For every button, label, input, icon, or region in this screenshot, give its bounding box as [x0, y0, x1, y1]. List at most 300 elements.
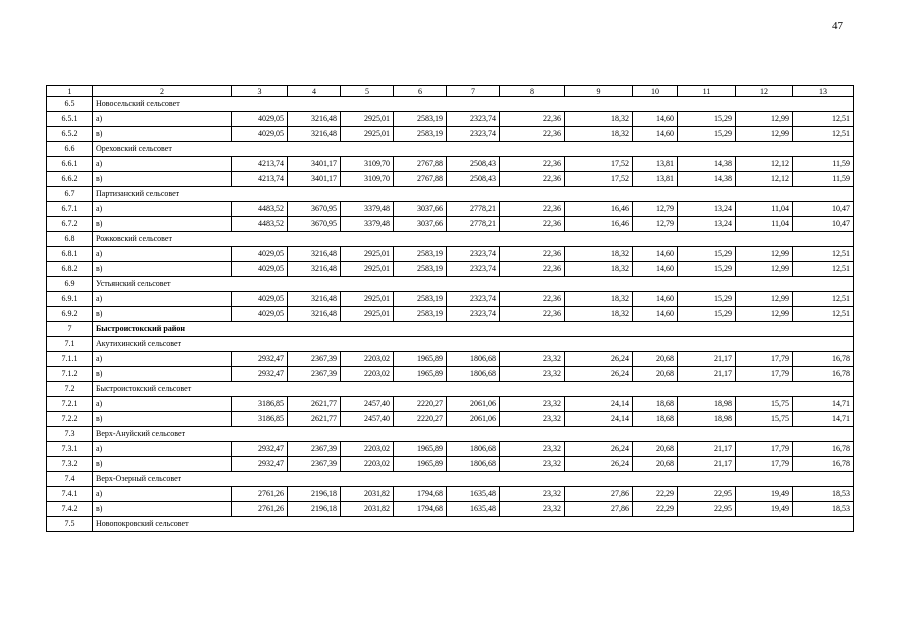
- page-number: 47: [832, 20, 843, 32]
- column-number: 5: [341, 86, 394, 97]
- value-cell: 3401,17: [288, 172, 341, 187]
- value-cell: 15,75: [736, 412, 793, 427]
- value-cell: 13,81: [633, 157, 678, 172]
- value-cell: 4483,52: [232, 202, 288, 217]
- column-number: 3: [232, 86, 288, 97]
- value-cell: 12,99: [736, 112, 793, 127]
- value-cell: 12,99: [736, 292, 793, 307]
- value-cell: 18,32: [565, 262, 633, 277]
- value-cell: 17,52: [565, 157, 633, 172]
- row-label: а): [93, 292, 232, 307]
- value-cell: 3216,48: [288, 247, 341, 262]
- value-cell: 18,53: [793, 502, 854, 517]
- row-label: в): [93, 367, 232, 382]
- section-title: Новосельский сельсовет: [93, 97, 854, 112]
- row-label: а): [93, 202, 232, 217]
- value-cell: 1965,89: [394, 352, 447, 367]
- value-cell: 3401,17: [288, 157, 341, 172]
- column-number: 12: [736, 86, 793, 97]
- district-row: [47, 322, 854, 337]
- value-cell: 22,36: [500, 127, 565, 142]
- table-row: [47, 412, 854, 427]
- value-cell: 26,24: [565, 367, 633, 382]
- value-cell: 1965,89: [394, 367, 447, 382]
- value-cell: 11,04: [736, 202, 793, 217]
- value-cell: 2583,19: [394, 292, 447, 307]
- row-code: 7.1.2: [47, 367, 93, 382]
- section-row: [47, 472, 854, 487]
- value-cell: 22,29: [633, 487, 678, 502]
- column-number: 8: [500, 86, 565, 97]
- value-cell: 18,98: [678, 412, 736, 427]
- table-row: [47, 112, 854, 127]
- row-code: 7.1.1: [47, 352, 93, 367]
- value-cell: 13,81: [633, 172, 678, 187]
- value-cell: 18,68: [633, 412, 678, 427]
- section-title: Рожковский сельсовет: [93, 232, 854, 247]
- table-row: [47, 172, 854, 187]
- value-cell: 14,60: [633, 307, 678, 322]
- value-cell: 17,79: [736, 367, 793, 382]
- value-cell: 12,51: [793, 112, 854, 127]
- value-cell: 14,71: [793, 397, 854, 412]
- value-cell: 16,78: [793, 457, 854, 472]
- value-cell: 2508,43: [447, 172, 500, 187]
- value-cell: 26,24: [565, 442, 633, 457]
- value-cell: 15,75: [736, 397, 793, 412]
- table-row: [47, 247, 854, 262]
- value-cell: 2323,74: [447, 262, 500, 277]
- value-cell: 16,78: [793, 367, 854, 382]
- value-cell: 12,51: [793, 262, 854, 277]
- section-title: Быстроистокский район: [93, 322, 854, 337]
- value-cell: 2220,27: [394, 412, 447, 427]
- value-cell: 3216,48: [288, 127, 341, 142]
- value-cell: 4029,05: [232, 112, 288, 127]
- value-cell: 3216,48: [288, 292, 341, 307]
- value-cell: 3216,48: [288, 112, 341, 127]
- value-cell: 22,36: [500, 262, 565, 277]
- row-code: 6.6.1: [47, 157, 93, 172]
- value-cell: 11,59: [793, 172, 854, 187]
- value-cell: 4029,05: [232, 292, 288, 307]
- column-number: 4: [288, 86, 341, 97]
- value-cell: 10,47: [793, 202, 854, 217]
- value-cell: 24,14: [565, 397, 633, 412]
- value-cell: 15,29: [678, 127, 736, 142]
- value-cell: 13,24: [678, 202, 736, 217]
- value-cell: 18,32: [565, 307, 633, 322]
- value-cell: 2932,47: [232, 367, 288, 382]
- section-title: Новопокровский сельсовет: [93, 517, 854, 532]
- value-cell: 12,79: [633, 217, 678, 232]
- value-cell: 2932,47: [232, 352, 288, 367]
- value-cell: 3186,85: [232, 397, 288, 412]
- value-cell: 22,36: [500, 157, 565, 172]
- value-cell: 12,12: [736, 172, 793, 187]
- value-cell: 15,29: [678, 112, 736, 127]
- value-cell: 2457,40: [341, 412, 394, 427]
- row-label: в): [93, 502, 232, 517]
- value-cell: 15,29: [678, 307, 736, 322]
- value-cell: 3216,48: [288, 262, 341, 277]
- section-code: 6.7: [47, 187, 93, 202]
- value-cell: 11,04: [736, 217, 793, 232]
- value-cell: 12,51: [793, 307, 854, 322]
- value-cell: 14,38: [678, 157, 736, 172]
- value-cell: 3186,85: [232, 412, 288, 427]
- value-cell: 2323,74: [447, 112, 500, 127]
- section-row: [47, 97, 854, 112]
- value-cell: 2061,06: [447, 397, 500, 412]
- section-code: 7.3: [47, 427, 93, 442]
- value-cell: 2323,74: [447, 247, 500, 262]
- row-code: 7.4.2: [47, 502, 93, 517]
- value-cell: 2925,01: [341, 292, 394, 307]
- value-cell: 12,12: [736, 157, 793, 172]
- value-cell: 2323,74: [447, 127, 500, 142]
- value-cell: 3379,48: [341, 202, 394, 217]
- value-cell: 1794,68: [394, 487, 447, 502]
- row-label: а): [93, 112, 232, 127]
- row-label: а): [93, 397, 232, 412]
- column-number: 9: [565, 86, 633, 97]
- section-code: 7.4: [47, 472, 93, 487]
- section-code: 7: [47, 322, 93, 337]
- value-cell: 2031,82: [341, 487, 394, 502]
- row-label: а): [93, 352, 232, 367]
- row-code: 7.3.1: [47, 442, 93, 457]
- value-cell: 12,99: [736, 262, 793, 277]
- value-cell: 17,79: [736, 352, 793, 367]
- value-cell: 16,78: [793, 442, 854, 457]
- value-cell: 16,78: [793, 352, 854, 367]
- table-row: [47, 127, 854, 142]
- value-cell: 18,53: [793, 487, 854, 502]
- value-cell: 22,36: [500, 307, 565, 322]
- value-cell: 2925,01: [341, 307, 394, 322]
- value-cell: 2203,02: [341, 457, 394, 472]
- value-cell: 2367,39: [288, 457, 341, 472]
- table-row: [47, 217, 854, 232]
- section-code: 7.1: [47, 337, 93, 352]
- value-cell: 16,46: [565, 202, 633, 217]
- column-number: 2: [93, 86, 232, 97]
- value-cell: 17,79: [736, 442, 793, 457]
- value-cell: 4483,52: [232, 217, 288, 232]
- value-cell: 2583,19: [394, 112, 447, 127]
- value-cell: 24,14: [565, 412, 633, 427]
- value-cell: 16,46: [565, 217, 633, 232]
- header-row: [47, 86, 854, 97]
- value-cell: 12,51: [793, 247, 854, 262]
- value-cell: 1806,68: [447, 442, 500, 457]
- row-label: в): [93, 127, 232, 142]
- section-row: [47, 337, 854, 352]
- section-title: Партизанский сельсовет: [93, 187, 854, 202]
- row-label: в): [93, 307, 232, 322]
- column-number: 6: [394, 86, 447, 97]
- row-label: в): [93, 412, 232, 427]
- section-title: Акутихинский сельсовет: [93, 337, 854, 352]
- row-label: а): [93, 487, 232, 502]
- table-row: [47, 487, 854, 502]
- value-cell: 11,59: [793, 157, 854, 172]
- value-cell: 27,86: [565, 487, 633, 502]
- value-cell: 2031,82: [341, 502, 394, 517]
- table-row: [47, 502, 854, 517]
- section-code: 6.9: [47, 277, 93, 292]
- value-cell: 18,32: [565, 127, 633, 142]
- row-label: в): [93, 457, 232, 472]
- value-cell: 3037,66: [394, 202, 447, 217]
- value-cell: 3037,66: [394, 217, 447, 232]
- value-cell: 20,68: [633, 442, 678, 457]
- value-cell: 18,68: [633, 397, 678, 412]
- value-cell: 14,60: [633, 292, 678, 307]
- value-cell: 2323,74: [447, 307, 500, 322]
- value-cell: 18,32: [565, 112, 633, 127]
- table-row: [47, 292, 854, 307]
- value-cell: 2583,19: [394, 247, 447, 262]
- value-cell: 2323,74: [447, 292, 500, 307]
- value-cell: 1806,68: [447, 367, 500, 382]
- section-code: 6.6: [47, 142, 93, 157]
- value-cell: 2621,77: [288, 412, 341, 427]
- value-cell: 2621,77: [288, 397, 341, 412]
- section-code: 6.5: [47, 97, 93, 112]
- value-cell: 19,49: [736, 487, 793, 502]
- value-cell: 20,68: [633, 352, 678, 367]
- value-cell: 20,68: [633, 367, 678, 382]
- value-cell: 2767,88: [394, 172, 447, 187]
- section-code: 6.8: [47, 232, 93, 247]
- column-number: 7: [447, 86, 500, 97]
- section-row: [47, 277, 854, 292]
- table-row: [47, 262, 854, 277]
- row-code: 7.3.2: [47, 457, 93, 472]
- value-cell: 2925,01: [341, 112, 394, 127]
- value-cell: 2367,39: [288, 352, 341, 367]
- value-cell: 2583,19: [394, 262, 447, 277]
- value-cell: 2367,39: [288, 442, 341, 457]
- section-row: [47, 427, 854, 442]
- value-cell: 4029,05: [232, 307, 288, 322]
- value-cell: 2203,02: [341, 352, 394, 367]
- value-cell: 2196,18: [288, 502, 341, 517]
- table-row: [47, 442, 854, 457]
- value-cell: 2932,47: [232, 442, 288, 457]
- section-row: [47, 187, 854, 202]
- value-cell: 15,29: [678, 292, 736, 307]
- value-cell: 23,32: [500, 442, 565, 457]
- section-row: [47, 232, 854, 247]
- value-cell: 26,24: [565, 457, 633, 472]
- value-cell: 22,36: [500, 202, 565, 217]
- value-cell: 15,29: [678, 247, 736, 262]
- value-cell: 23,32: [500, 487, 565, 502]
- section-title: Верх-Ануйский сельсовет: [93, 427, 854, 442]
- value-cell: 2457,40: [341, 397, 394, 412]
- value-cell: 2583,19: [394, 307, 447, 322]
- value-cell: 22,36: [500, 217, 565, 232]
- value-cell: 3109,70: [341, 157, 394, 172]
- value-cell: 13,24: [678, 217, 736, 232]
- value-cell: 21,17: [678, 457, 736, 472]
- value-cell: 22,36: [500, 247, 565, 262]
- value-cell: 22,95: [678, 502, 736, 517]
- value-cell: 2196,18: [288, 487, 341, 502]
- row-label: в): [93, 217, 232, 232]
- table-row: [47, 307, 854, 322]
- value-cell: 23,32: [500, 457, 565, 472]
- row-code: 6.8.2: [47, 262, 93, 277]
- value-cell: 1794,68: [394, 502, 447, 517]
- section-title: Ореховский сельсовет: [93, 142, 854, 157]
- section-code: 7.2: [47, 382, 93, 397]
- value-cell: 21,17: [678, 352, 736, 367]
- value-cell: 23,32: [500, 412, 565, 427]
- value-cell: 1965,89: [394, 442, 447, 457]
- value-cell: 2925,01: [341, 262, 394, 277]
- value-cell: 22,36: [500, 172, 565, 187]
- value-cell: 17,52: [565, 172, 633, 187]
- section-title: Быстроистокский сельсовет: [93, 382, 854, 397]
- value-cell: 21,17: [678, 367, 736, 382]
- value-cell: 14,60: [633, 262, 678, 277]
- value-cell: 23,32: [500, 397, 565, 412]
- value-cell: 1806,68: [447, 352, 500, 367]
- table-row: [47, 157, 854, 172]
- value-cell: 23,32: [500, 352, 565, 367]
- value-cell: 22,95: [678, 487, 736, 502]
- value-cell: 23,32: [500, 502, 565, 517]
- value-cell: 14,60: [633, 127, 678, 142]
- value-cell: 12,51: [793, 127, 854, 142]
- value-cell: 3670,95: [288, 202, 341, 217]
- value-cell: 26,24: [565, 352, 633, 367]
- value-cell: 2778,21: [447, 217, 500, 232]
- value-cell: 2761,26: [232, 502, 288, 517]
- section-row: [47, 382, 854, 397]
- section-title: Верх-Озерный сельсовет: [93, 472, 854, 487]
- column-number: 13: [793, 86, 854, 97]
- value-cell: 22,36: [500, 292, 565, 307]
- table-row: [47, 367, 854, 382]
- value-cell: 1965,89: [394, 457, 447, 472]
- value-cell: 20,68: [633, 457, 678, 472]
- row-code: 6.8.1: [47, 247, 93, 262]
- value-cell: 22,29: [633, 502, 678, 517]
- table-row: [47, 397, 854, 412]
- column-number: 1: [47, 86, 93, 97]
- row-code: 7.2.2: [47, 412, 93, 427]
- value-cell: 12,99: [736, 307, 793, 322]
- row-code: 7.4.1: [47, 487, 93, 502]
- value-cell: 22,36: [500, 112, 565, 127]
- value-cell: 2367,39: [288, 367, 341, 382]
- column-number: 10: [633, 86, 678, 97]
- value-cell: 14,38: [678, 172, 736, 187]
- value-cell: 2925,01: [341, 127, 394, 142]
- value-cell: 4029,05: [232, 262, 288, 277]
- section-title: Устьянский сельсовет: [93, 277, 854, 292]
- value-cell: 4213,74: [232, 172, 288, 187]
- value-cell: 14,60: [633, 247, 678, 262]
- row-code: 7.2.1: [47, 397, 93, 412]
- value-cell: 3670,95: [288, 217, 341, 232]
- table-row: [47, 202, 854, 217]
- value-cell: 3379,48: [341, 217, 394, 232]
- value-cell: 1635,48: [447, 502, 500, 517]
- table-row: [47, 457, 854, 472]
- value-cell: 15,29: [678, 262, 736, 277]
- value-cell: 4029,05: [232, 127, 288, 142]
- value-cell: 27,86: [565, 502, 633, 517]
- value-cell: 12,51: [793, 292, 854, 307]
- value-cell: 12,99: [736, 127, 793, 142]
- value-cell: 2583,19: [394, 127, 447, 142]
- value-cell: 2203,02: [341, 442, 394, 457]
- value-cell: 14,60: [633, 112, 678, 127]
- table-row: [47, 352, 854, 367]
- value-cell: 12,99: [736, 247, 793, 262]
- value-cell: 2925,01: [341, 247, 394, 262]
- value-cell: 19,49: [736, 502, 793, 517]
- row-code: 6.6.2: [47, 172, 93, 187]
- row-code: 6.7.2: [47, 217, 93, 232]
- tariff-table: [46, 85, 854, 532]
- value-cell: 4213,74: [232, 157, 288, 172]
- value-cell: 21,17: [678, 442, 736, 457]
- value-cell: 18,32: [565, 247, 633, 262]
- row-label: в): [93, 262, 232, 277]
- value-cell: 10,47: [793, 217, 854, 232]
- row-label: а): [93, 442, 232, 457]
- row-code: 6.9.2: [47, 307, 93, 322]
- row-code: 6.7.1: [47, 202, 93, 217]
- value-cell: 2767,88: [394, 157, 447, 172]
- value-cell: 2203,02: [341, 367, 394, 382]
- row-label: в): [93, 172, 232, 187]
- section-row: [47, 142, 854, 157]
- value-cell: 2761,26: [232, 487, 288, 502]
- value-cell: 17,79: [736, 457, 793, 472]
- section-row: [47, 517, 854, 532]
- value-cell: 2932,47: [232, 457, 288, 472]
- row-code: 6.9.1: [47, 292, 93, 307]
- value-cell: 2508,43: [447, 157, 500, 172]
- value-cell: 2778,21: [447, 202, 500, 217]
- value-cell: 3216,48: [288, 307, 341, 322]
- section-code: 7.5: [47, 517, 93, 532]
- value-cell: 14,71: [793, 412, 854, 427]
- value-cell: 1635,48: [447, 487, 500, 502]
- value-cell: 23,32: [500, 367, 565, 382]
- value-cell: 12,79: [633, 202, 678, 217]
- row-code: 6.5.1: [47, 112, 93, 127]
- value-cell: 18,98: [678, 397, 736, 412]
- value-cell: 2061,06: [447, 412, 500, 427]
- row-label: а): [93, 157, 232, 172]
- value-cell: 2220,27: [394, 397, 447, 412]
- row-code: 6.5.2: [47, 127, 93, 142]
- row-label: а): [93, 247, 232, 262]
- column-number: 11: [678, 86, 736, 97]
- value-cell: 1806,68: [447, 457, 500, 472]
- value-cell: 4029,05: [232, 247, 288, 262]
- value-cell: 18,32: [565, 292, 633, 307]
